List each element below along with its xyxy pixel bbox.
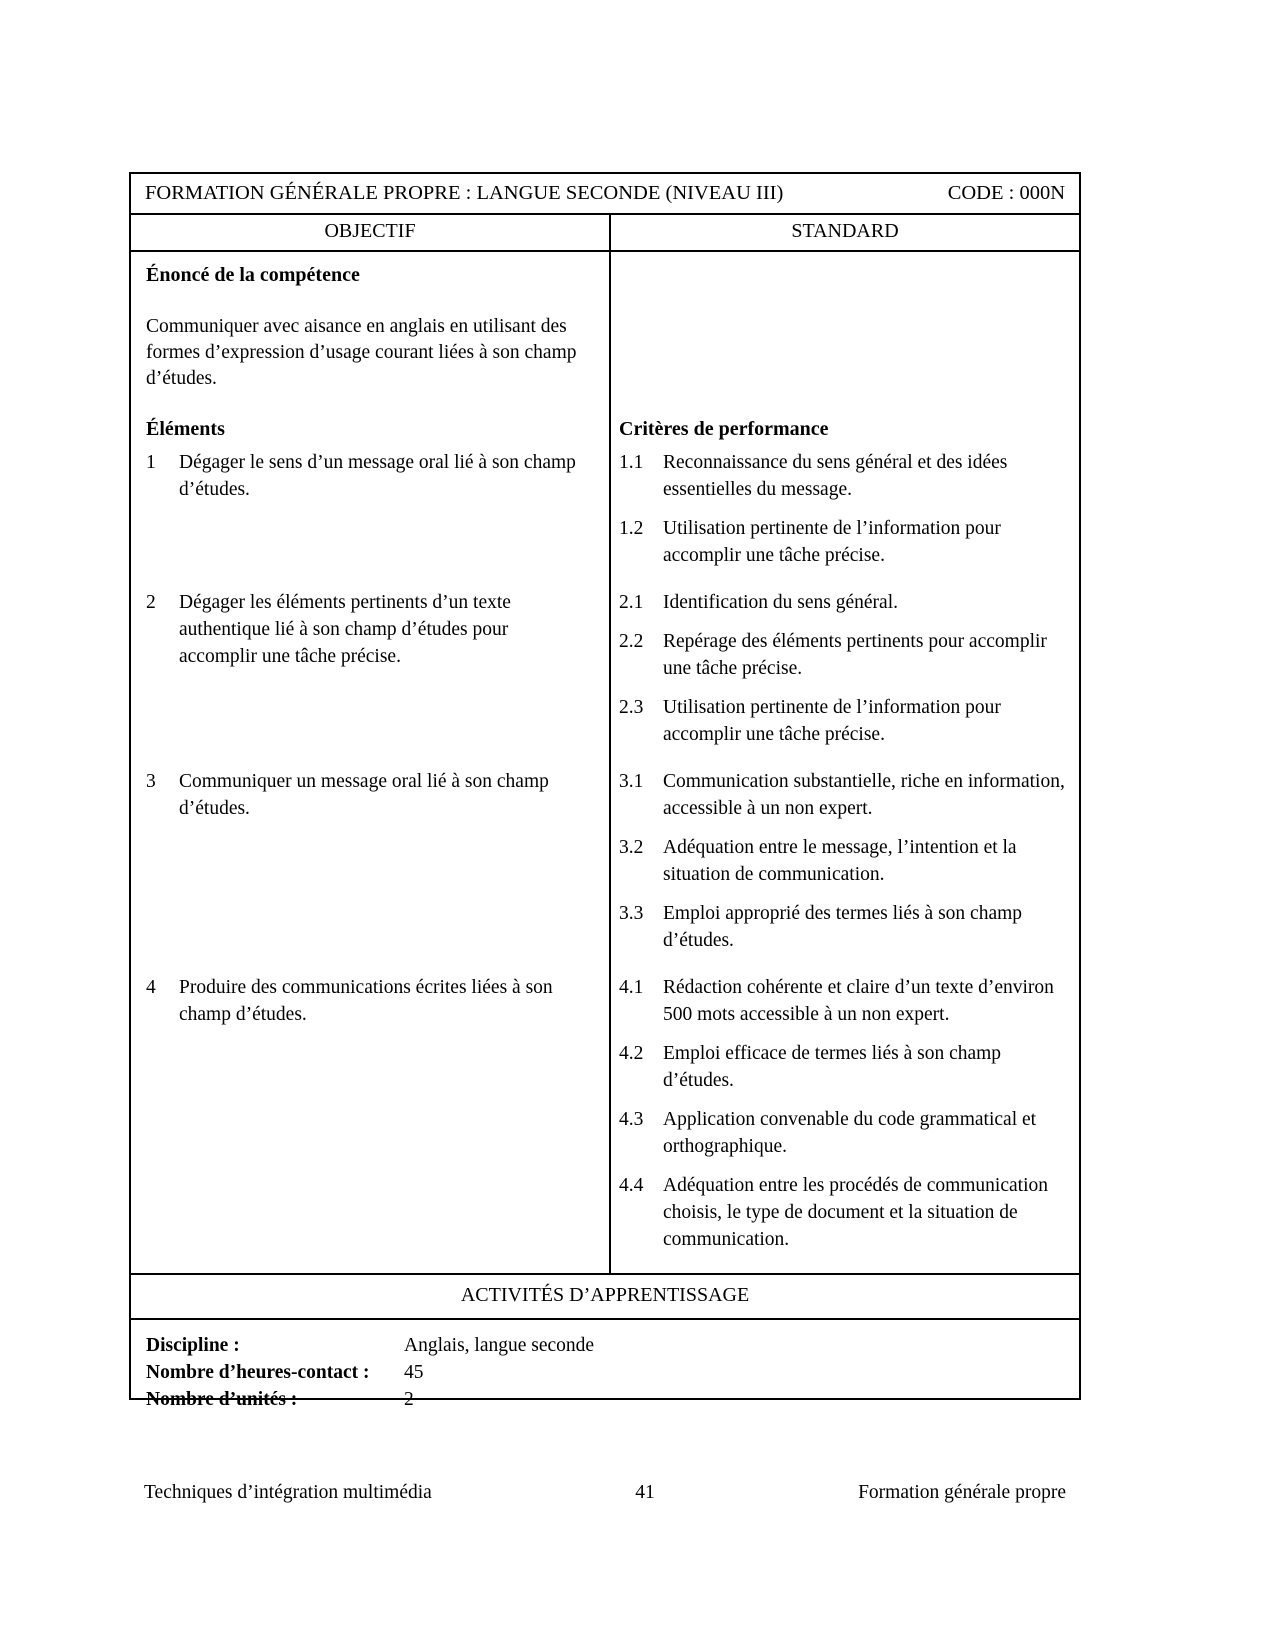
criterion-number: 4.2	[619, 1043, 644, 1064]
criterion-item	[619, 694, 1067, 748]
element-number: 1	[146, 452, 156, 473]
criterion-text: Emploi approprié des termes liés à son champ d’études.	[663, 903, 1023, 951]
criterion-number: 4.3	[619, 1109, 644, 1130]
criterion-item	[619, 628, 1067, 682]
element-item	[146, 589, 589, 670]
criterion-item	[619, 449, 1067, 503]
element-text: Produire des communications écrites liées à son champ d’études.	[179, 977, 553, 1025]
objectif-column-header: OBJECTIF	[324, 220, 416, 242]
course-code: CODE : 000N	[947, 182, 1065, 204]
elements-heading: Éléments	[146, 418, 225, 440]
element-text: Communiquer un message oral lié à son champ d’études.	[179, 771, 549, 819]
criterion-item	[619, 900, 1067, 954]
criterion-text: Adéquation entre les procédés de communication choisis, le type de document et la situation de communication.	[663, 1175, 1048, 1250]
element-cell	[131, 974, 609, 1273]
competency-group-3	[131, 768, 1079, 974]
element-cell	[131, 768, 609, 974]
criterion-text: Utilisation pertinente de l’information pour accomplir une tâche précise.	[663, 518, 1001, 566]
detail-contact-hours	[146, 1359, 1064, 1386]
footer-section: Formation générale propre	[858, 1482, 1066, 1503]
competence-text: Communiquer avec aisance en anglais en utilisant des formes d’expression d’usage courant liées à son champ d’études.	[146, 316, 577, 389]
detail-value: Anglais, langue seconde	[404, 1335, 595, 1356]
detail-value: 45	[404, 1362, 424, 1383]
criterion-number: 3.1	[619, 771, 644, 792]
element-item	[146, 449, 589, 503]
footer-page-number: 41	[635, 1482, 655, 1503]
criterion-number: 1.1	[619, 452, 644, 473]
criterion-item	[619, 974, 1067, 1028]
activities-heading: ACTIVITÉS D’APPRENTISSAGE	[131, 1273, 1079, 1320]
element-item	[146, 768, 589, 822]
criterion-item	[619, 515, 1067, 569]
detail-label: Discipline :	[146, 1335, 240, 1356]
criteria-cell	[609, 589, 1079, 768]
criterion-text: Identification du sens général.	[663, 592, 898, 613]
criterion-item	[619, 1040, 1067, 1094]
element-text: Dégager le sens d’un message oral lié à son champ d’études.	[179, 452, 576, 500]
criterion-item	[619, 1172, 1067, 1253]
criterion-number: 2.3	[619, 697, 644, 718]
competence-statement-cell	[131, 252, 609, 416]
standard-empty-cell	[609, 252, 1079, 416]
competence-statement-row	[131, 252, 1079, 416]
criterion-text: Repérage des éléments pertinents pour accomplir une tâche précise.	[663, 631, 1047, 679]
criteria-cell	[609, 768, 1079, 974]
table-title-row	[131, 174, 1079, 215]
competence-heading: Énoncé de la compétence	[146, 264, 360, 286]
criterion-text: Communication substantielle, riche en information, accessible à un non expert.	[663, 771, 1065, 819]
criteres-heading-cell	[609, 416, 1079, 449]
criterion-number: 4.1	[619, 977, 644, 998]
criterion-text: Application convenable du code grammatical et orthographique.	[663, 1109, 1037, 1157]
detail-units	[146, 1386, 1064, 1413]
column-header-row	[131, 215, 1079, 252]
criterion-number: 3.2	[619, 837, 644, 858]
element-number: 2	[146, 592, 156, 613]
criterion-number: 2.1	[619, 592, 644, 613]
criteria-cell	[609, 449, 1079, 589]
criterion-text: Reconnaissance du sens général et des idées essentielles du message.	[663, 452, 1008, 500]
standard-column-header: STANDARD	[609, 215, 1079, 250]
element-item	[146, 974, 589, 1028]
criterion-text: Adéquation entre le message, l’intention et la situation de communication.	[663, 837, 1017, 885]
criterion-text: Utilisation pertinente de l’information pour accomplir une tâche précise.	[663, 697, 1001, 745]
element-cell	[131, 589, 609, 768]
detail-discipline	[146, 1332, 1064, 1359]
competency-group-1	[131, 449, 1079, 589]
element-cell	[131, 449, 609, 589]
criterion-number: 2.2	[619, 631, 644, 652]
competency-group-2	[131, 589, 1079, 768]
criteria-cell	[609, 974, 1079, 1273]
element-text: Dégager les éléments pertinents d’un texte authentique lié à son champ d’études pour accomplir une tâche précise.	[179, 592, 511, 667]
element-number: 3	[146, 771, 156, 792]
criterion-text: Emploi efficace de termes liés à son champ d’études.	[663, 1043, 1002, 1091]
course-details	[131, 1320, 1079, 1413]
page-footer	[129, 1482, 1081, 1504]
detail-label: Nombre d’heures-contact :	[146, 1362, 370, 1383]
competency-group-4	[131, 974, 1079, 1273]
footer-program: Techniques d’intégration multimédia	[144, 1482, 432, 1503]
detail-label: Nombre d’unités :	[146, 1389, 298, 1410]
course-description-table	[129, 172, 1081, 1410]
criterion-item	[619, 768, 1067, 822]
section-headings-row	[131, 416, 1079, 449]
criterion-number: 1.2	[619, 518, 644, 539]
detail-value: 2	[404, 1389, 414, 1410]
criterion-item	[619, 1106, 1067, 1160]
criterion-item	[619, 589, 1067, 616]
element-number: 4	[146, 977, 156, 998]
criterion-number: 4.4	[619, 1175, 644, 1196]
criterion-item	[619, 834, 1067, 888]
course-title: FORMATION GÉNÉRALE PROPRE : LANGUE SECONDE (NIVEAU III)	[145, 182, 784, 204]
criterion-text: Rédaction cohérente et claire d’un texte d’environ 500 mots accessible à un non expert.	[663, 977, 1054, 1025]
elements-heading-cell	[131, 416, 609, 449]
criterion-number: 3.3	[619, 903, 644, 924]
criteres-heading: Critères de performance	[619, 418, 829, 440]
